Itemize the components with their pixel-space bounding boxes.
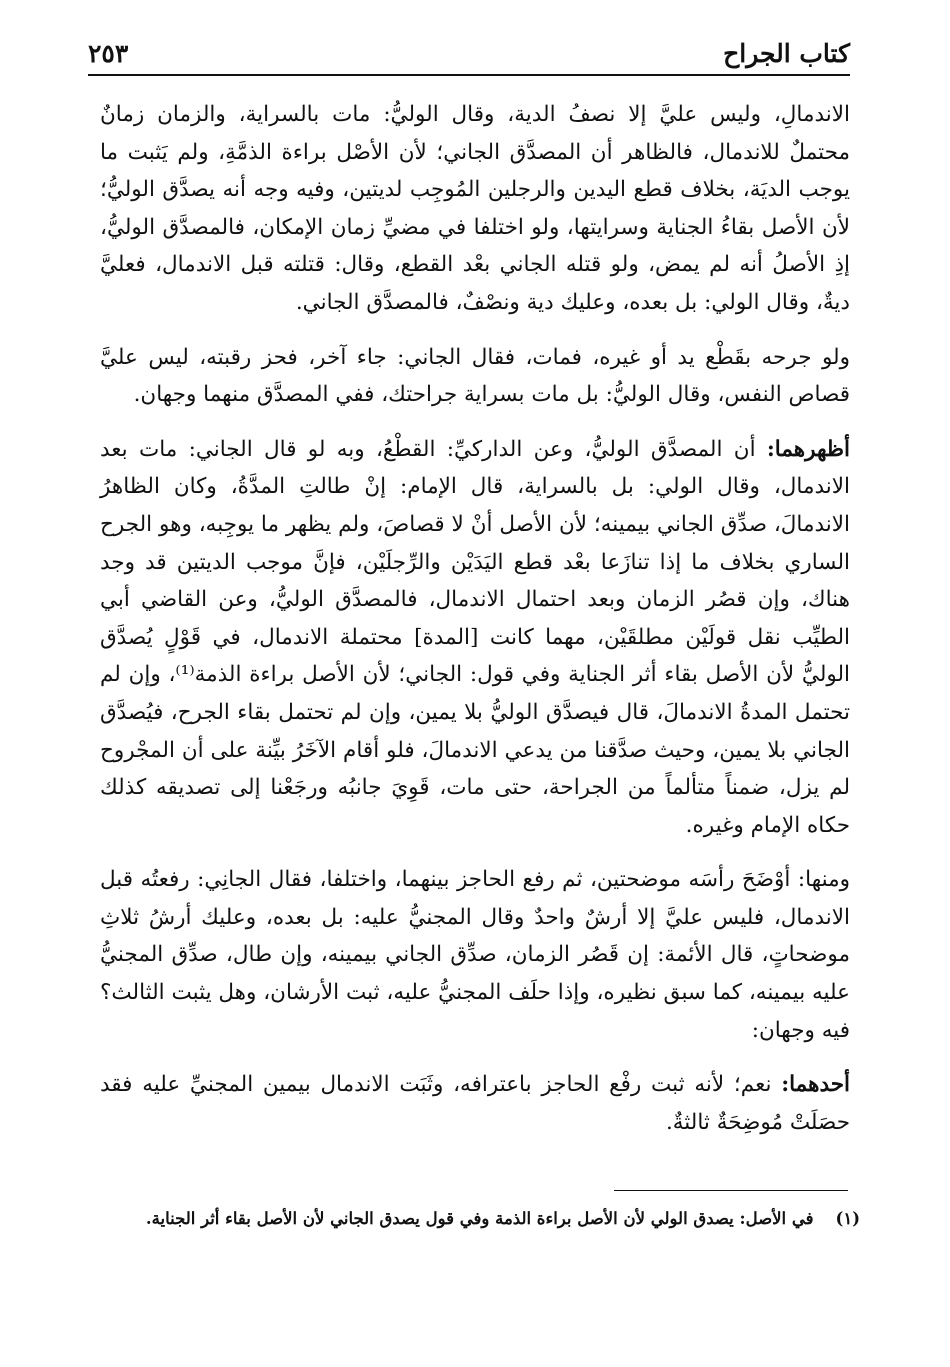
footnote-number: (١) — [835, 1209, 860, 1228]
running-title: كتاب الجراح — [723, 39, 850, 68]
paragraph-text: ولو جرحه بقَطْع يد أو غيره، فمات، فقال الجاني: جاء آخر، فحز رقبته، ليس عليَّ قصاص النفس، وقال الوليُّ: بل مات بسراية جراحتك، ففي المصدَّق منهما وجهان. — [100, 344, 850, 408]
paragraph-text: أن المصدَّق الوليُّ، وعن الداركيِّ: القطْعُ، وبه لو قال الجاني: مات بعد الاندمال، وقال الولي: بل بالسراية، قال الإمام: إنْ طالتِ المدَّةُ، وكان الظاهرُ الاندمالَ، صدِّق الجاني بيمينه؛ لأن الأصل أنْ لا قصاصَ، ولم يظهر ما يوجِبه، وهو الجرح الساري بخلاف ما إذا تنازَعا بعْد قطع اليَدَيْن والرِّجلَيْن، فإنَّ موجب الديتين قد وجد هناك، وإن قصُر الزمان وبعد احتمال الاندمال، فالمصدَّق الوليُّ، وعن القاضي أبي الطيِّب نقل قولَيْن مطلقَيْن، مهما كانت [المدة] محتملة الاندمال، في قَوْلٍ يُصدَّق الوليُّ لأن الأصل بقاء أثر الجناية وفي قول: الجاني؛ لأن الأصل براءة الذمة⁽¹⁾، وإن لم تحتمل المدةُ الاندمالَ، قال فيصدَّق الوليُّ بلا يمين، وإن لم تحتمل بقاء الجرح، فيُصدَّق الجاني بلا يمين، وحيث صدَّقنا من يدعي الاندمالَ، فلو أقام الآخَرُ بيِّنة على أن المجْروح لم يزل، ضمناً متألماً من الجراحة، حتى مات، قَوِيَ جانبُه ورجَعْنا إلى تصديقه كذلك حكاه الإمام وغيره. — [100, 436, 850, 838]
paragraph — [100, 861, 850, 1049]
body-text — [100, 96, 850, 1158]
paragraph-lead: أحدهما: — [781, 1072, 850, 1098]
paragraph — [100, 96, 850, 322]
paragraph-text: نعم؛ لأنه ثبت رفْع الحاجز باعترافه، وثَبَت الاندمال بيمين المجنيِّ عليه فقد حصَلَتْ مُوضِحَةٌ ثالثةٌ. — [100, 1072, 850, 1135]
footnote-divider — [614, 1190, 848, 1191]
paragraph-lead: أظهرهما: — [766, 436, 850, 462]
paragraph — [100, 1066, 850, 1141]
paragraph — [100, 339, 850, 414]
footnote — [100, 1202, 860, 1235]
paragraph — [100, 431, 850, 845]
footnote-text: في الأصل: يصدق الولي لأن الأصل براءة الذمة وفي قول يصدق الجاني لأن الأصل بقاء أثر الجناية. — [145, 1209, 814, 1228]
page-header — [88, 30, 850, 76]
page-number: ٢٥٣ — [88, 39, 129, 68]
paragraph-text: الاندمالِ، وليس عليَّ إلا نصفُ الدية، وقال الوليُّ: مات بالسراية، والزمان زمانٌ محتملٌ للاندمال، فالظاهر أن المصدَّق الجاني؛ لأن الأصْل براءة الذمَّةِ، ولم يَثبت ما يوجب الديَة، بخلاف قطع اليدين والرجلين المُوجِب لديتين، وفيه وجه أنه يصدَّق الوليُّ؛ لأن الأصل بقاءُ الجناية وسرايتها، ولو اختلفا في مضيِّ زمان الإمكان، فالمصدَّق الوليُّ، إذِ الأصلُ أنه لم يمض، ولو قتله الجاني بعْد القطع، وقال: قتلته قبل الاندمال، فعليَّ ديةٌ، وقال الولي: بل بعده، وعليك دية ونصْفٌ، فالمصدَّق الجاني. — [100, 102, 850, 315]
paragraph-text: ومنها: أوْضَحَ رأسَه موضحتين، ثم رفع الحاجز بينهما، واختلفا، فقال الجانِي: رفعتُه قبل الاندمال، فليس عليَّ إلا أرشٌ واحدٌ وقال المجنيُّ عليه: بل بعده، وعليك أرشُ ثلاثِ موضحاتٍ، قال الأئمة: إن قَصُر الزمان، صدِّق الجاني بيمينه، وإن طال، صدِّق المجنيُّ عليه بيمينه، كما سبق نظيره، وإذا حلَف المجنيُّ عليه، ثبت الأرشان، وهل يثبت الثالث؟ فيه وجهان: — [100, 867, 850, 1043]
